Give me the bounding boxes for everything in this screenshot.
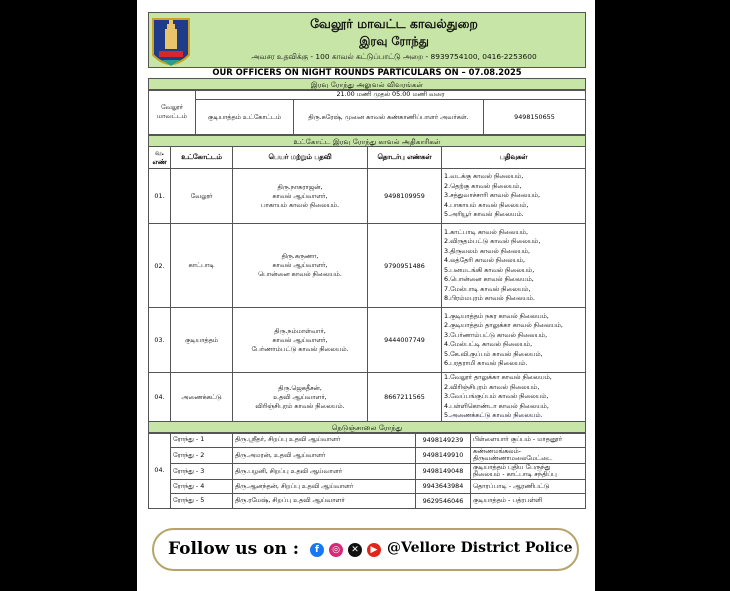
row-sno: 02.: [149, 224, 171, 308]
patrol-phone: 9629546046: [416, 494, 471, 509]
patrol-label: ரோந்து - 2: [171, 447, 233, 463]
patrol-area: [471, 447, 586, 463]
col-sno: வ. எண்: [149, 147, 171, 169]
patrol-area-line: திருவண்ணாமலைமேட்டை: [473, 454, 553, 462]
station-item: 6.பரதராமி காவல் நிலையம்.: [444, 359, 528, 367]
officer-line: திரு.நாகராஜன்,: [277, 182, 323, 191]
patrol-officer: திரு.அமரன், உதவி ஆய்வாளர்: [233, 447, 416, 463]
col-phone: தொடர்பு எண்கள்: [368, 147, 442, 169]
station-item: 4.மேல்பட்டி காவல் நிலையம்,: [444, 340, 533, 348]
patrol-officer: திரு.பழனி, சிறப்பு உதவி ஆய்வாளர்: [233, 463, 416, 479]
officer-line: பொன்னை காவல் நிலையம்.: [258, 270, 342, 278]
patrol-area-line: பிள்ளையார் குப்பம் - மாதனூர்: [473, 435, 563, 443]
station-item: 3.வேப்பங்குப்பம் காவல் நிலையம்,: [444, 392, 549, 401]
row-stations: [442, 169, 586, 224]
tamil-nadu-police-emblem-icon: [150, 15, 192, 75]
patrol-area: [471, 479, 586, 494]
row-officer: [233, 308, 368, 373]
highway-patrol-row: [149, 494, 586, 509]
facebook-icon[interactable]: f: [310, 543, 324, 557]
table-row: [149, 224, 586, 308]
row-officer: [233, 224, 368, 308]
social-handle[interactable]: @Vellore District Police: [387, 540, 573, 556]
officer-line: திரு.கருணா,: [281, 252, 319, 260]
station-item: 5.பனமடங்கி காவல் நிலையம்,: [444, 265, 535, 274]
row-phone: 9790951486: [368, 224, 442, 308]
officer-line: திரு.நம்மாள்வார்,: [274, 326, 326, 335]
patrol-area-line: தொரப்பாடி - ஆரணிபட்டு: [473, 481, 550, 490]
subdivision-officers-table: [148, 146, 586, 422]
station-item: 4.பாகாயம் காவல் நிலையம்,: [444, 200, 529, 209]
table-row: [149, 308, 586, 373]
patrol-officer: திரு.ரமேஷ், சிறப்பு உதவி ஆய்வாளர்: [233, 494, 416, 509]
row-sno: 01.: [149, 169, 171, 224]
officer-line: பாகாயம் காவல் நிலையம்.: [260, 200, 340, 209]
highway-patrol-row: [149, 479, 586, 494]
row-phone: 8667211565: [368, 373, 442, 422]
patrol-label: ரோந்து - 3: [171, 463, 233, 479]
table-row: [149, 373, 586, 422]
patrol-phone: 9943643984: [416, 479, 471, 494]
station-item: 8.பிரம்மபுரம் காவல் நிலையம்.: [444, 294, 535, 302]
patrol-area: [471, 494, 586, 509]
patrol-officer: திரு.ஆனந்தன், சிறப்பு உதவி ஆய்வாளர்: [233, 479, 416, 494]
row-phone: 9498109959: [368, 169, 442, 224]
patrol-time: 21.00 மணி முதல் 05.00 மணி வரை: [196, 90, 586, 100]
patrol-area-line: குடியாத்தம் புதிய பேருந்து: [473, 463, 551, 471]
patrol-phone: 9498149239: [416, 433, 471, 448]
station-item: 4.லத்தேரி காவல் நிலையம்,: [444, 256, 526, 264]
supervisor-subdivision: குடியாத்தம் உட்கோட்டம்: [196, 100, 294, 135]
supervisor-table: [148, 89, 586, 135]
row-subdivision: அணைக்கட்டு: [171, 373, 233, 422]
station-item: 3.திருவலம் காவல் நிலையம்,: [444, 246, 531, 255]
follow-us-banner: [152, 528, 579, 571]
highway-patrol-table: [148, 432, 586, 509]
follow-us-label: Follow us on :: [168, 539, 300, 559]
col-stations: பதிவுகள்: [442, 147, 586, 169]
district-cell: வேலூர் மாவட்டம்: [149, 90, 196, 135]
row-officer: [233, 373, 368, 422]
report-headline: OUR OFFICERS ON NIGHT ROUNDS PARTICULARS ON – 07.08.2025: [212, 67, 522, 77]
station-item: 3.பேர்ணாம்பட்டு காவல் நிலையம்,: [444, 330, 548, 339]
station-item: 6.பொன்னை காவல் நிலையம்,: [444, 275, 534, 283]
officer-line: பேர்ணாம்பட்டு காவல் நிலையம்.: [251, 344, 349, 353]
subdivision-section-band: உட்கோட்ட இரவு ரோந்து காவல் அதிகாரிகள்: [148, 135, 586, 148]
row-subdivision: காட்பாடி: [171, 224, 233, 308]
patrol-label: ரோந்து - 1: [171, 433, 233, 448]
x-icon[interactable]: ✕: [348, 543, 362, 557]
patrol-area-line: குடியாத்தம் - பத்ரபள்ளி: [473, 496, 543, 504]
patrol-label: ரோந்து - 5: [171, 494, 233, 509]
station-item: 5.அணைக்கட்டு காவல் நிலையம்.: [444, 411, 543, 420]
patrol-phone: 9498149048: [416, 463, 471, 479]
officer-line: விரிஞ்சிபுரம் காவல் நிலையம்.: [255, 401, 345, 410]
station-item: 1.குடியாத்தம் நகர காவல் நிலையம்,: [444, 311, 549, 320]
supervisor-section-band: இரவு ரோந்து அலுவல் விவரங்கள்: [148, 78, 586, 91]
station-item: 1.வேலூர் தாலுக்கா காவல் நிலையம்,: [444, 373, 552, 382]
patrol-area: [471, 463, 586, 479]
supervisor-officer: திரு.சுரேஷ், முனை காவல் கண்காணிப்பாளர் அவர்கள்.: [294, 100, 484, 135]
header-banner: [148, 12, 586, 68]
highway-patrol-row: [149, 463, 586, 479]
row-sno: 03.: [149, 308, 171, 373]
station-item: 4.பள்ளிகொண்டா காவல் நிலையம்,: [444, 401, 549, 410]
row-subdivision: குடியாத்தம்: [171, 308, 233, 373]
highway-patrol-row: [149, 447, 586, 463]
table-row: [149, 169, 586, 224]
highway-patrol-band: நெடுஞ்சாலை ரோந்து: [148, 421, 586, 434]
station-item: 1.வடக்கு காவல் நிலையம்,: [444, 172, 524, 181]
col-name: பெயர் மற்றும் பதவி: [233, 147, 368, 169]
patrol-area: [471, 433, 586, 448]
youtube-icon[interactable]: ▶: [367, 543, 381, 557]
station-item: 3.சத்துவாச்சாரி காவல் நிலையம்,: [444, 191, 541, 200]
officer-line: காவல் ஆய்வாளர்,: [272, 261, 328, 269]
row-phone: 9444007749: [368, 308, 442, 373]
instagram-icon[interactable]: ◎: [329, 543, 343, 557]
row-sno: 04.: [149, 373, 171, 422]
officer-line: திரு.ஜெகதீசன்,: [278, 383, 322, 392]
row-stations: [442, 373, 586, 422]
col-subdivision: உட்கோட்டம்: [171, 147, 233, 169]
row-stations: [442, 224, 586, 308]
station-item: 2.குடியாத்தம் தாலுக்கா காவல் நிலையம்,: [444, 321, 563, 329]
highway-patrol-row: [149, 433, 586, 448]
patrol-area-line: நிலையம் - காட்பாடி சந்திப்பு: [473, 470, 557, 478]
patrol-officer: திரு.ஸ்ரீதர், சிறப்பு உதவி ஆய்வாளர்: [233, 433, 416, 448]
station-item: 2.விரிஞ்சிபுரம் காவல் நிலையம்,: [444, 382, 540, 391]
night-patrol-sheet: [137, 0, 595, 591]
patrol-label: ரோந்து - 4: [171, 479, 233, 494]
station-item: 5.அரியூர் காவல் நிலையம்.: [444, 210, 524, 219]
station-item: 2.தெற்கு காவல் நிலையம்,: [444, 181, 522, 190]
station-item: 1.காட்பாடி காவல் நிலையம்,: [444, 227, 528, 236]
row-subdivision: வேலூர்: [171, 169, 233, 224]
patrol-phone: 9498149910: [416, 447, 471, 463]
row-officer: [233, 169, 368, 224]
page-subtitle: இரவு ரோந்து: [359, 34, 429, 48]
officer-line: உதவி ஆய்வாளர்,: [273, 392, 327, 401]
patrol-area-line: கண்ணமங்கலம்-: [473, 447, 521, 455]
officer-line: காவல் ஆய்வாளர்,: [272, 335, 328, 344]
highway-sno: 04.: [149, 433, 171, 509]
station-item: 7.மேல்பாடி காவல் நிலையம்,: [444, 284, 531, 293]
row-stations: [442, 308, 586, 373]
page-title: வேலூர் மாவட்ட காவல்துறை: [310, 16, 478, 31]
officer-line: காவல் ஆய்வாளர்,: [272, 191, 328, 200]
logo-text: TAMILNADU POLICE: [155, 69, 187, 73]
station-item: 2.விருதம்பட்டு காவல் நிலையம்,: [444, 237, 541, 245]
station-item: 5.கே.வி.குப்பம் காவல் நிலையம்,: [444, 349, 543, 358]
supervisor-phone: 9498150655: [484, 100, 586, 135]
emergency-contacts: அவசர உதவிக்கு - 100 காவல் கட்டுப்பாட்டு அறை - 8939754100, 0416-2253600: [251, 52, 537, 61]
